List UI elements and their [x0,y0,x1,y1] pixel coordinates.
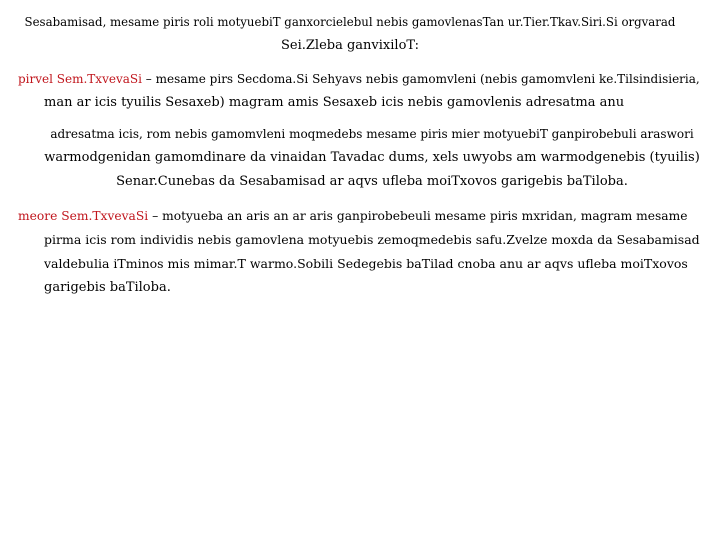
first-case-line-1 [18,67,700,91]
first-case-paragraph [18,67,700,115]
second-case-line-1 [18,204,700,228]
intro-line-1: Sesabamisad, mesame piris roli motyuebiT ganxorcielebul nebis gamovlenasTan ur.Tier.Tkav.Siri.Si orgvarad [24,15,676,29]
second-case-paragraph [18,204,700,300]
second-case-line-4: garigebis baTiloba. [44,280,171,295]
continuation-line-2: warmodgenidan gamomdinare da vinaidan Tavadac dums, xels uwyobs am warmodgenebis (tyuilis) [44,150,700,165]
second-case-line-3: valdebulia iTminos mis mimar.T warmo.Sobili Sedegebis baTilad cnoba anu ar aqvs ufleba moiTxovos [44,256,688,271]
continuation-line-1: adresatma icis, rom nebis gamomvleni moqmedebs mesame piris mier motyuebiT ganpirobebuli araswori [50,127,694,141]
second-case-line-2: pirma icis rom individis nebis gamovlena motyuebis zemoqmedebis safu.Zvelze moxda da Sesabamisad [44,232,700,247]
intro-line-2: Sei.Zleba ganvixiloT: [281,38,419,53]
second-case-label: meore Sem.TxvevaSi [18,209,149,223]
first-case-line-1-text: – mesame pirs Secdoma.Si Sehyavs nebis gamomvleni (nebis gamomvleni ke.Tilsindisieria, [141,72,700,86]
first-case-line-2: man ar icis tyuilis Sesaxeb) magram amis Sesaxeb icis nebis gamovlenis adresatma anu [44,95,625,110]
first-case-continuation-paragraph [44,122,700,194]
first-case-label: pirvel Sem.TxvevaSi [18,72,142,86]
intro-paragraph [20,10,680,58]
continuation-line-3: Senar.Cunebas da Sesabamisad ar aqvs ufleba moiTxovos garigebis baTiloba. [116,174,628,189]
second-case-line-1-text: – motyueba an aris an ar aris ganpirobebeuli mesame piris mxridan, magram mesame [148,209,688,223]
